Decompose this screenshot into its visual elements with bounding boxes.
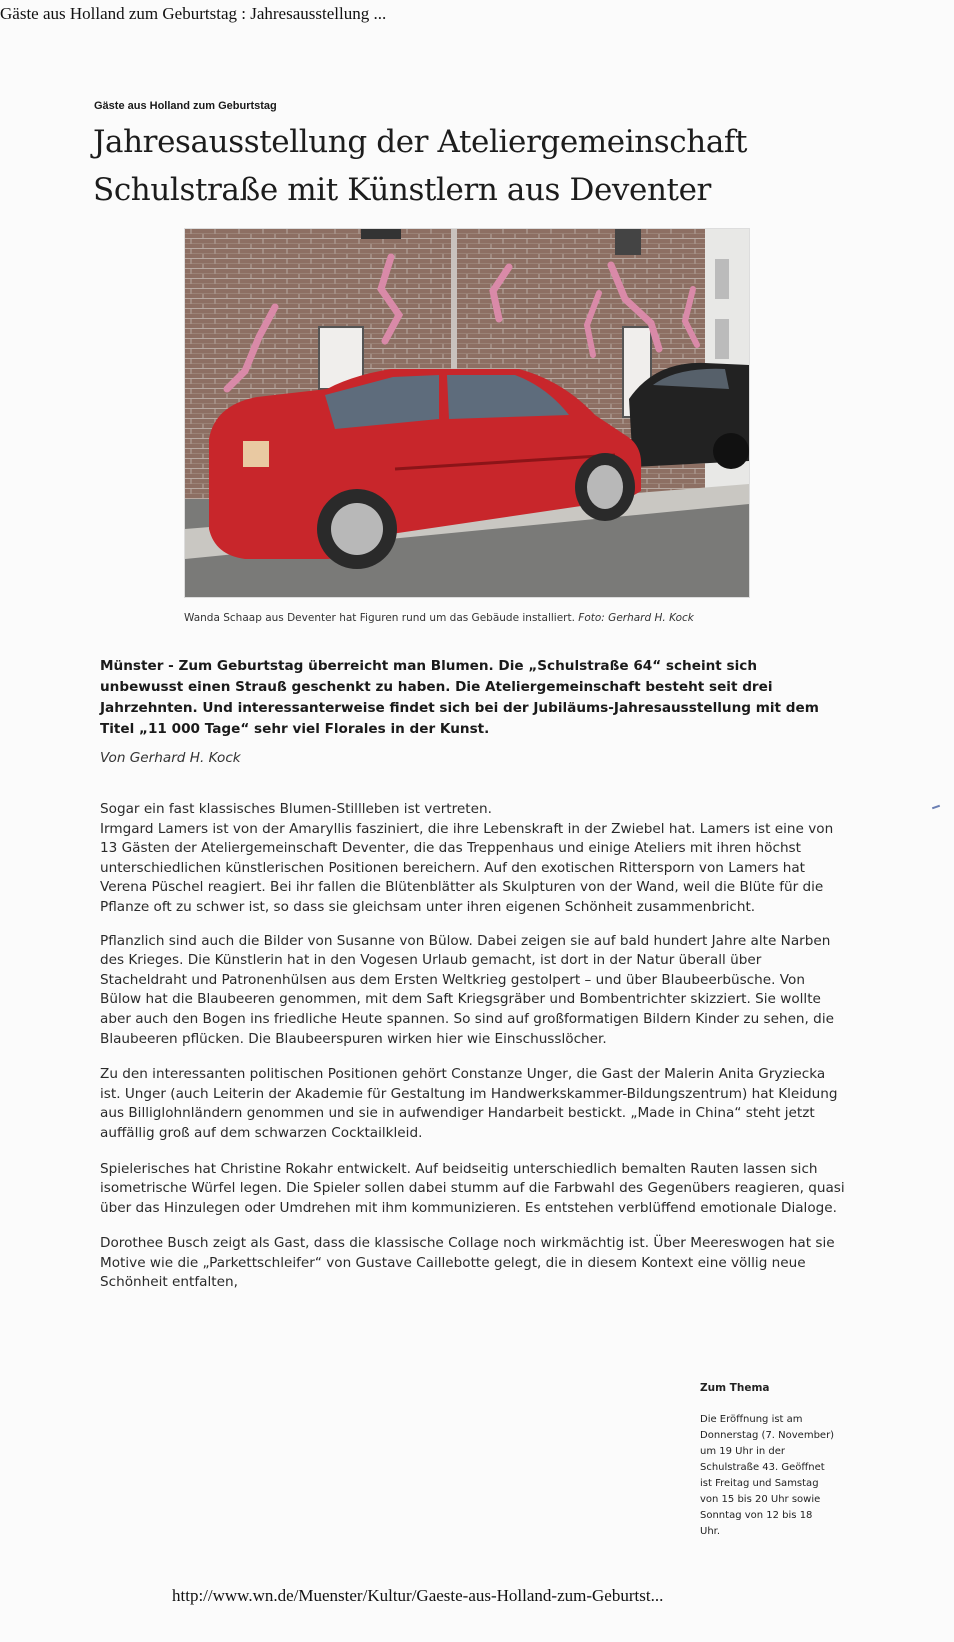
paragraph-1-intro: Sogar ein fast klassisches Blumen-Stillleben ist vertreten. [100, 801, 492, 817]
photo-caption-text: Wanda Schaap aus Deventer hat Figuren rund um das Gebäude installiert. [184, 612, 575, 624]
article-lead: Münster - Zum Geburtstag überreicht man Blumen. Die „Schulstraße 64“ scheint sich unbewusst einen Strauß geschenkt zu haben. Die Ateliergemeinschaft besteht seit drei Jahrzehnten. Und interessanterweise findet sich bei der Jubiläums-Jahresausstellung mit dem Titel „11 000 Tage“ sehr viel Florales in der Kunst. [100, 658, 819, 737]
sidebar-zum-thema [700, 1380, 835, 1540]
sidebar-heading: Zum Thema [700, 1382, 770, 1394]
paragraph-1: Irmgard Lamers ist von der Amaryllis fasziniert, die ihre Lebenskraft in der Zwiebel hat. Lamers ist eine von 13 Gästen der Ateliergemeinschaft Deventer, die das Treppenhaus und einige Ateliers mit ihren höchst unterschiedlichen künstlerischen Positionen bereichern. Auf den exotischen Rittersporn von Lamers hat Verena Püschel reagiert. Bei ihr fallen die Blütenblätter als Skulpturen von der Wand, weil die Blüte für die Pflanze oft zu schwer ist, so dass sie gleichsam unter ihren eigenen Schönheit zusammenbricht. [100, 820, 834, 915]
paragraph-5: Dorothee Busch zeigt als Gast, dass die klassische Collage noch wirkmächtig ist. Über Meereswogen hat sie Motive wie die „Parkettschleifer“ von Gustave Caillebotte gelegt, die in diesem Kontext eine völlig neue Schönheit entfalten, [100, 1235, 835, 1291]
article-body [100, 800, 845, 1309]
paragraph-3: Zu den interessanten politischen Positionen gehört Constanze Unger, die Gast der Malerin Anita Gryziecka ist. Unger (auch Leiterin der Akademie für Gestaltung im Handwerkskammer-Bildungszentrum) hat Kleidung aus Billiglohnländern genommen und sie in aufwendiger Handarbeit bestickt. „Made in China“ steht jetzt auffällig groß auf dem schwarzen Cocktailkleid. [100, 1066, 838, 1141]
article-byline: Von Gerhard H. Kock [100, 750, 241, 766]
page-url[interactable]: http://www.wn.de/Muenster/Kultur/Gaeste-aus-Holland-zum-Geburtst... [172, 1586, 664, 1605]
photo-caption [184, 612, 764, 624]
article-headline: Jahresausstellung der Ateliergemeinschaft Schulstraße mit Künstlern aus Deventer [93, 124, 748, 208]
scan-mark [932, 805, 940, 810]
sidebar-text: Die Eröffnung ist am Donnerstag (7. November) um 19 Uhr in der Schulstraße 43. Geöffnet ist Freitag und Samstag von 15 bis 20 Uhr sowie Sonntag von 12 bis 18 Uhr. [700, 1414, 835, 1537]
article-photo [184, 228, 750, 598]
paragraph-2: Pflanzlich sind auch die Bilder von Susanne von Bülow. Dabei zeigen sie auf bald hundert Jahre alte Narben des Krieges. Die Künstlerin hat in den Vogesen Urlaub gemacht, ist dort in der Natur überall über Stacheldraht und Patronenhülsen aus dem Ersten Weltkrieg gestolpert – und über Blaubeerbüsche. Von Bülow hat die Blaubeeren genommen, mit dem Saft Kriegsgräber und Bombentrichter skizziert. Sie wollte aber auch den Bogen ins friedliche Heute spannen. So sind auf großformatigen Bildern Kinder zu sehen, die Blaubeeren pflücken. Die Blaubeerspuren wirken hier wie Einschusslöcher. [100, 932, 834, 1047]
article-kicker: Gäste aus Holland zum Geburtstag [94, 100, 277, 112]
photo-credit: Foto: Gerhard H. Kock [578, 612, 694, 624]
paragraph-4: Spielerisches hat Christine Rokahr entwickelt. Auf beidseitig unterschiedlich bemalten Rauten lassen sich isometrische Würfel legen. Die Spieler sollen dabei stumm auf die Farbwahl des Gegenübers reagieren, quasi über das Hinzulegen oder Umdrehen mit ihm kommunizieren. Es entstehen verblüffend emotionale Dialoge. [100, 1160, 845, 1216]
photo-red-car-brick-wall [185, 229, 749, 597]
browser-title: Gäste aus Holland zum Geburtstag : Jahresausstellung ... [0, 4, 387, 23]
